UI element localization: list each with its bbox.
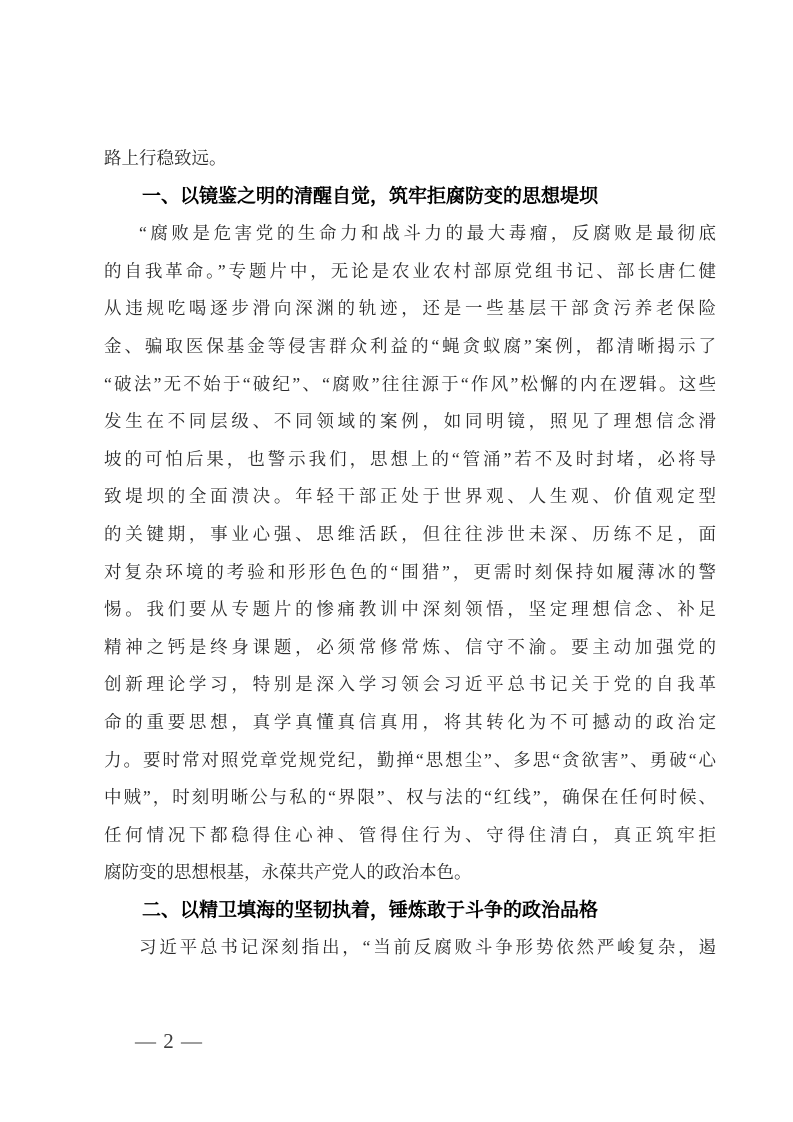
text-line: 金、骗取医保基金等侵害群众利益的“蝇贪蚁腐”案例，都清晰揭示了 xyxy=(104,335,716,356)
text-line: 对复杂环境的考验和形形色色的“围猎”，更需时刻保持如履薄冰的警 xyxy=(104,561,716,582)
text-line: 习近平总书记深刻指出，“当前反腐败斗争形势依然严峻复杂，遏 xyxy=(139,937,716,958)
section-heading: 二、以精卫填海的坚韧执着，锤炼敢于斗争的政治品格 xyxy=(142,899,599,921)
text-line: “破法”无不始于“破纪”、“腐败”往往源于“作风”松懈的内在逻辑。这些 xyxy=(104,373,716,394)
text-line: 的关键期，事业心强、思维活跃，但往往涉世未深、历练不足，面 xyxy=(104,523,716,544)
text-line: 致堤坝的全面溃决。年轻干部正处于世界观、人生观、价值观定型 xyxy=(104,486,716,507)
document-body xyxy=(104,140,716,967)
text-line: “腐败是危害党的生命力和战斗力的最大毒瘤，反腐败是最彻底 xyxy=(139,223,716,244)
text-line: 坡的可怕后果，也警示我们，思想上的“管涌”若不及时封堵，必将导 xyxy=(104,448,716,469)
text-line: 惕。我们要从专题片的惨痛教训中深刻领悟，坚定理想信念、补足 xyxy=(104,599,716,620)
page-number: — 2 — xyxy=(135,1029,203,1053)
text-line: 任何情况下都稳得住心神、管得住行为、守得住清白，真正筑牢拒 xyxy=(104,824,716,845)
section-heading: 一、以镜鉴之明的清醒自觉，筑牢拒腐防变的思想堤坝 xyxy=(142,185,599,207)
text-line: 中贼”，时刻明晰公与私的“界限”、权与法的“红线”，确保在任何时候、 xyxy=(104,787,716,808)
text-line: 力。要时常对照党章党规党纪，勤掸“思想尘”、多思“贪欲害”、勇破“心 xyxy=(104,749,716,770)
text-line: 精神之钙是终身课题，必须常修常炼、信守不渝。要主动加强党的 xyxy=(104,636,716,657)
text-line: 发生在不同层级、不同领域的案例，如同明镜，照见了理想信念滑 xyxy=(104,411,716,432)
text-line: 命的重要思想，真学真懂真信真用，将其转化为不可撼动的政治定 xyxy=(104,711,716,732)
text-line: 腐防变的思想根基，永葆共产党人的政治本色。 xyxy=(104,862,472,883)
text-line: 创新理论学习，特别是深入学习领会习近平总书记关于党的自我革 xyxy=(104,674,716,695)
text-line: 的自我革命。”专题片中，无论是农业农村部原党组书记、部长唐仁健 xyxy=(104,260,716,281)
text-line: 从违规吃喝逐步滑向深渊的轨迹，还是一些基层干部贪污养老保险 xyxy=(104,298,716,319)
text-line: 路上行稳致远。 xyxy=(104,148,227,168)
